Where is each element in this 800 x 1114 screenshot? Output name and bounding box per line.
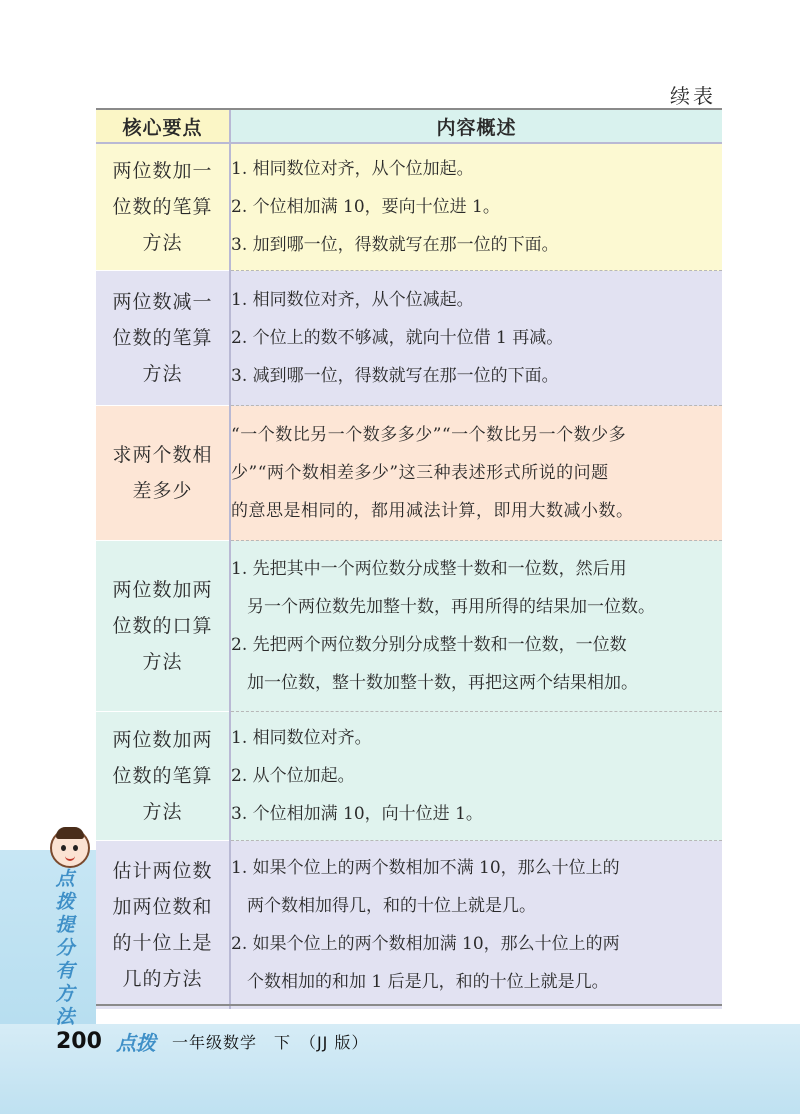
content-line: 2. 个位上的数不够减，就向十位借 1 再减。	[231, 328, 564, 348]
topic-text: 估计两位数加两位数和的十位上是几的方法	[112, 860, 213, 990]
table-row	[96, 406, 722, 541]
column-header-summary: 内容概述	[230, 110, 722, 143]
sidebar-vertical-label	[50, 868, 80, 1029]
column-header-key-points: 核心要点	[96, 110, 230, 143]
content-line: 1. 相同数位对齐。	[231, 728, 372, 748]
table-header-row	[96, 110, 722, 143]
content-cell	[230, 271, 722, 406]
content-cell	[230, 841, 722, 1010]
content-cell	[230, 143, 722, 271]
content-line: 3. 个位相加满 10，向十位进 1。	[231, 804, 483, 824]
content-line: 1. 如果个位上的两个数相加不满 10，那么十位上的	[231, 858, 620, 878]
topic-text: 两位数加两位数的口算方法	[112, 579, 213, 673]
table-row	[96, 541, 722, 712]
brand-logo: 点拨	[115, 1030, 156, 1055]
page-footer	[56, 1026, 368, 1056]
page-number: 200	[56, 1028, 102, 1054]
content-line: 个数相加的和加 1 后是几，和的十位上就是几。	[247, 972, 609, 992]
topic-cell	[96, 841, 230, 1010]
topic-cell	[96, 271, 230, 406]
vertical-label-char: 拨	[55, 891, 75, 913]
vertical-label-char: 法	[55, 1006, 75, 1028]
content-line: 1. 相同数位对齐，从个位减起。	[231, 290, 474, 310]
content-line: 2. 个位相加满 10，要向十位进 1。	[231, 197, 500, 217]
book-title: 一年级数学 下 （JJ 版）	[171, 1032, 369, 1052]
topic-cell	[96, 406, 230, 541]
table-row	[96, 143, 722, 271]
content-line: 1. 先把其中一个两位数分成整十数和一位数，然后用	[231, 559, 627, 579]
content-cell	[230, 406, 722, 541]
content-line: 1. 相同数位对齐，从个位加起。	[231, 159, 474, 179]
mascot-hair	[56, 827, 84, 839]
topic-text: 求两个数相差多少	[112, 444, 213, 502]
topic-cell	[96, 712, 230, 841]
summary-table	[96, 110, 722, 1009]
vertical-label-char: 提	[55, 914, 75, 936]
content-line: 2. 从个位加起。	[231, 766, 355, 786]
content-line: 加一位数，整十数加整十数，再把这两个结果相加。	[247, 673, 638, 693]
vertical-label-char: 有	[55, 960, 75, 982]
topic-cell	[96, 143, 230, 271]
vertical-label-char: 分	[55, 937, 75, 959]
table-row	[96, 271, 722, 406]
content-line: 3. 减到哪一位，得数就写在那一位的下面。	[231, 366, 559, 386]
topic-cell	[96, 541, 230, 712]
content-line: 2. 如果个位上的两个数相加满 10，那么十位上的两	[231, 934, 620, 954]
content-line: 少”“两个数相差多少”这三种表述形式所说的问题	[231, 463, 609, 483]
mascot-eye	[61, 845, 66, 851]
mascot-eye	[73, 845, 78, 851]
mascot-icon	[50, 828, 90, 868]
content-line: 的意思是相同的，都用减法计算，即用大数减小数。	[231, 501, 634, 521]
mascot-mouth	[65, 854, 75, 861]
content-line: 3. 加到哪一位，得数就写在那一位的下面。	[231, 235, 559, 255]
content-line: 2. 先把两个两位数分别分成整十数和一位数，一位数	[231, 635, 627, 655]
vertical-label-char: 方	[55, 983, 75, 1005]
table-bottom-rule	[96, 1004, 722, 1006]
content-cell	[230, 541, 722, 712]
continued-label: 续表	[670, 84, 716, 108]
content-line: 两个数相加得几，和的十位上就是几。	[247, 896, 536, 916]
vertical-label-char: 点	[55, 868, 75, 890]
topic-text: 两位数减一位数的笔算方法	[112, 291, 213, 385]
topic-text: 两位数加一位数的笔算方法	[112, 160, 213, 254]
sidebar-decoration	[0, 850, 96, 1030]
content-line: 另一个两位数先加整十数，再用所得的结果加一位数。	[247, 597, 655, 617]
content-line: “一个数比另一个数多多少”“一个数比另一个数少多	[231, 425, 627, 445]
table-row	[96, 712, 722, 841]
content-cell	[230, 712, 722, 841]
table-row	[96, 841, 722, 1010]
topic-text: 两位数加两位数的笔算方法	[112, 729, 213, 823]
